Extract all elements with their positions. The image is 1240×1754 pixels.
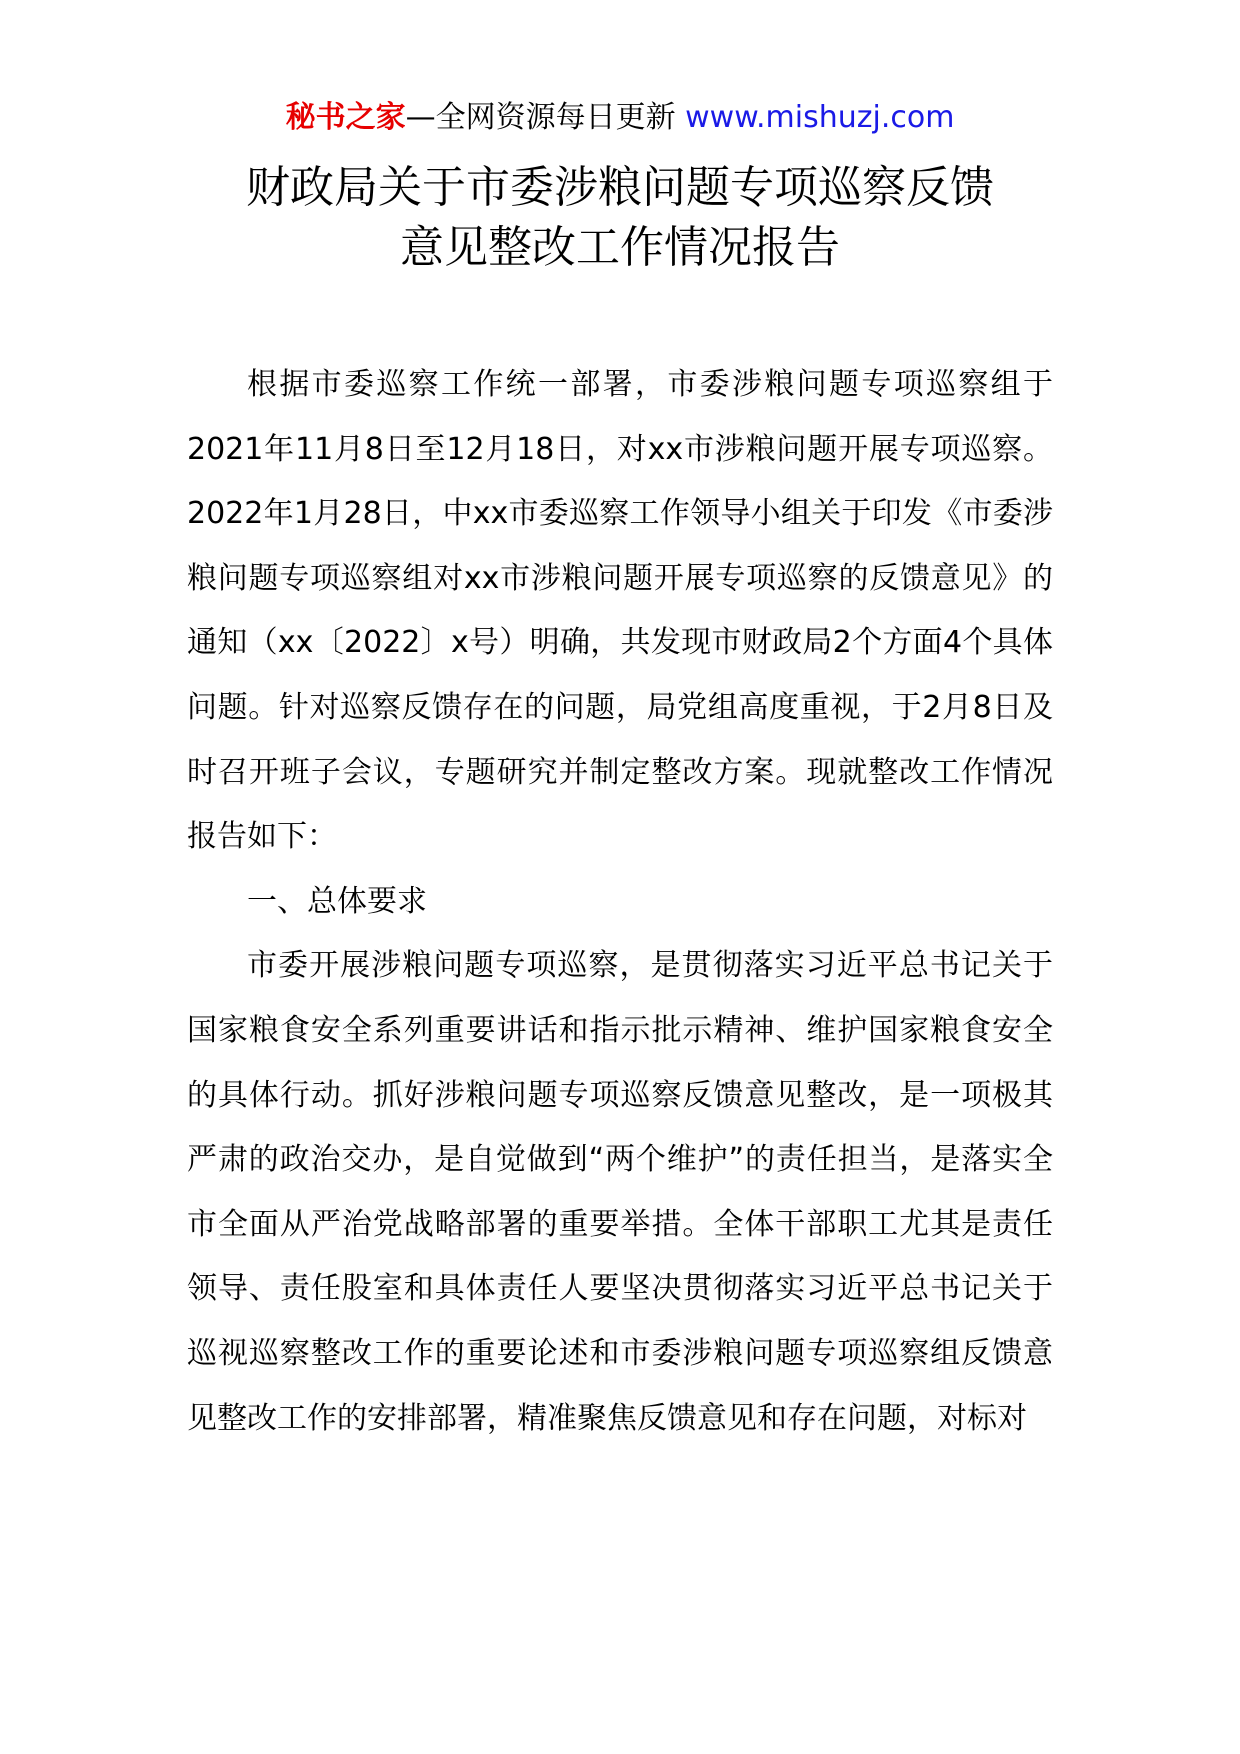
document-title [0,158,1240,278]
body-paragraph-requirements: 市委开展涉粮问题专项巡察，是贯彻落实习近平总书记关于国家粮食安全系列重要讲话和指示批示精神、维护国家粮食安全的具体行动。抓好涉粮问题专项巡察反馈意见整改，是一项极其严肃的政治交办，是自觉做到“两个维护”的责任担当，是落实全市全面从严治党战略部署的重要举措。全体干部职工尤其是责任领导、责任股室和具体责任人要坚决贯彻落实习近平总书记关于巡视巡察整改工作的重要论述和市委涉粮问题专项巡察组反馈意见整改工作的安排部署，精准聚焦反馈意见和存在问题，对标对 [187,948,1053,1436]
site-url: www.mishuzj.com [685,100,955,135]
title-line-2: 意见整改工作情况报告 [400,222,840,273]
brand-name: 秘书之家 [285,100,406,135]
body-paragraph-intro: 根据市委巡察工作统一部署，市委涉粮问题专项巡察组于2021年11月8日至12月18日，对xx市涉粮问题开展专项巡察。2022年1月28日，中xx市委巡察工作领导小组关于印发《市委涉粮问题专项巡察组对xx市涉粮问题开展专项巡察的反馈意见》的通知（xx〔2022〕x号）明确，共发现市财政局2个方面4个具体问题。针对巡察反馈存在的问题，局党组高度重视，于2月8日及时召开班子会议，专题研究并制定整改方案。现就整改工作情况报告如下： [187,367,1053,855]
watermark-header [0,98,1240,138]
section-heading-1: 一、总体要求 [247,883,427,919]
document-body [187,353,1053,1451]
header-tagline: —全网资源每日更新 [405,100,676,135]
title-line-1: 财政局关于市委涉粮问题专项巡察反馈 [246,162,994,213]
